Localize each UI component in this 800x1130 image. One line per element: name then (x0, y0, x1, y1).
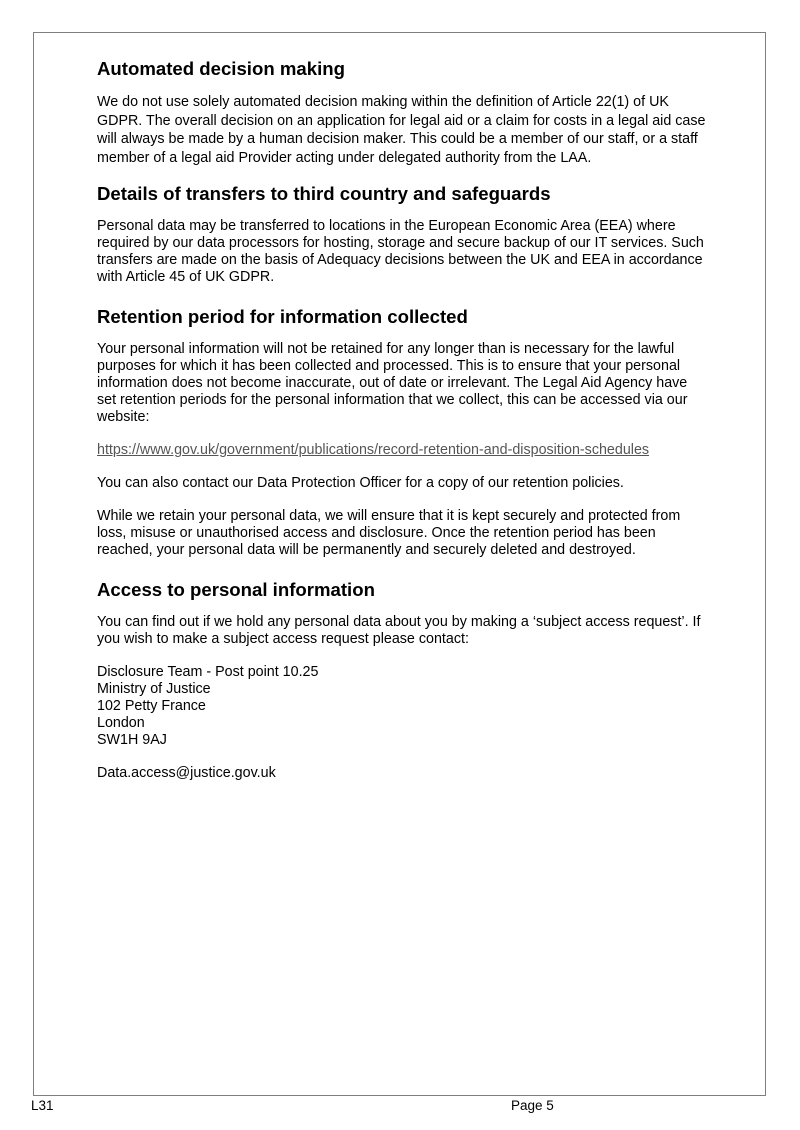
paragraph: You can also contact our Data Protection Officer for a copy of our retention policies. (97, 475, 624, 491)
address-line: SW1H 9AJ (97, 732, 167, 748)
paragraph: Your personal information will not be retained for any longer than is necessary for the lawful purposes for which it has been collected and processed. This is to ensure that your personal information does not become inaccurate, out of date or irrelevant. The Legal Aid Agency have set retention periods for the personal information that we collect, this can be accessed via our website: (97, 341, 688, 425)
address-line: Ministry of Justice (97, 681, 211, 697)
page-number: Page 5 (511, 1098, 554, 1113)
postal-address (97, 664, 709, 749)
address-line: 102 Petty France (97, 698, 206, 714)
section-access-personal-information (97, 579, 709, 782)
address-line: Disclosure Team - Post point 10.25 (97, 664, 319, 680)
paragraph: While we retain your personal data, we will ensure that it is kept securely and protected from loss, misuse or unauthorised access and disclosure. Once the retention period has been reached, your personal data will be permanently and securely deleted and destroyed. (97, 508, 681, 558)
paragraph: Personal data may be transferred to locations in the European Economic Area (EEA) where required by our data processors for hosting, storage and secure backup of our IT services. Such transfers are made on the basis of Adequacy decisions between the UK and EEA in accordance with Article 45 of UK GDPR. (97, 218, 704, 285)
retention-schedules-link[interactable]: https://www.gov.uk/government/publications/record-retention-and-disposition-schedules (97, 442, 650, 458)
paragraph: You can find out if we hold any personal data about you by making a ‘subject access request’. If you wish to make a subject access request please contact: (97, 614, 701, 647)
section-automated-decision-making (97, 58, 709, 167)
section-transfers-third-country (97, 183, 709, 286)
section-heading: Retention period for information collected (97, 306, 468, 327)
section-heading: Details of transfers to third country and safeguards (97, 183, 551, 204)
contact-email: Data.access@justice.gov.uk (97, 765, 276, 781)
section-retention-period (97, 306, 709, 559)
section-heading: Access to personal information (97, 579, 375, 600)
document-body (97, 58, 709, 802)
form-code: L31 (31, 1098, 54, 1113)
section-heading: Automated decision making (97, 58, 345, 79)
paragraph: We do not use solely automated decision making within the definition of Article 22(1) of UK GDPR. The overall decision on an application for legal aid or a claim for costs in a legal aid case will always be made by a human decision maker. This could be a member of our staff, or a staff member of a legal aid Provider acting under delegated authority from the LAA. (97, 94, 706, 166)
address-line: London (97, 715, 145, 731)
